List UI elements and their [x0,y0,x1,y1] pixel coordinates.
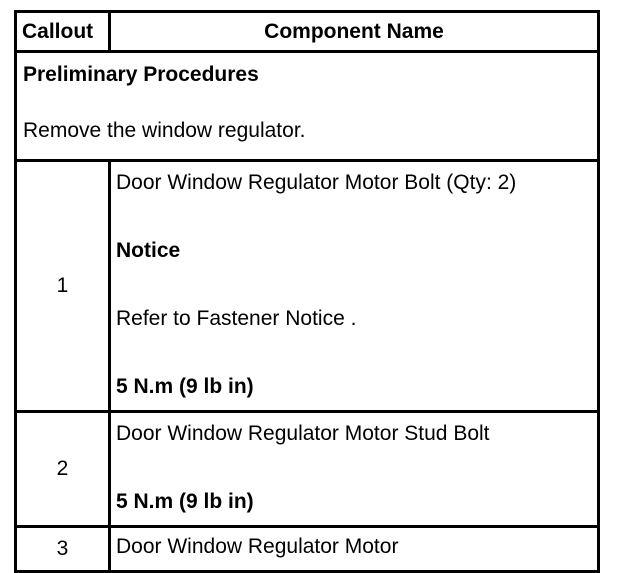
component-name: Door Window Regulator Motor Stud Bolt [116,422,490,445]
component-name-cell [110,527,599,572]
preliminary-procedures-text: Remove the window regulator. [23,119,306,142]
callout-number: 3 [16,527,110,572]
component-table [14,10,600,573]
callout-number: 2 [16,412,110,527]
spacer [116,336,591,370]
component-name-cell [110,412,599,527]
notice-text: Refer to Fastener Notice . [116,307,357,330]
torque-spec: 5 N.m (9 lb in) [116,375,254,398]
component-name: Door Window Regulator Motor [116,535,399,558]
header-callout: Callout [16,12,110,52]
spacer [116,451,591,485]
preliminary-procedures-cell [16,52,599,161]
table-row [16,527,599,572]
preliminary-procedures-row [16,52,599,161]
callout-number: 1 [16,161,110,412]
spacer [116,268,591,302]
torque-spec: 5 N.m (9 lb in) [116,490,254,513]
component-name: Door Window Regulator Motor Bolt (Qty: 2) [116,171,517,194]
preliminary-procedures-title: Preliminary Procedures [23,63,259,86]
table-row [16,161,599,412]
notice-label: Notice [116,239,181,262]
table-row [16,412,599,527]
spacer [116,200,591,234]
table-header-row [16,12,599,52]
component-name-cell [110,161,599,412]
header-component-name: Component Name [110,12,599,52]
